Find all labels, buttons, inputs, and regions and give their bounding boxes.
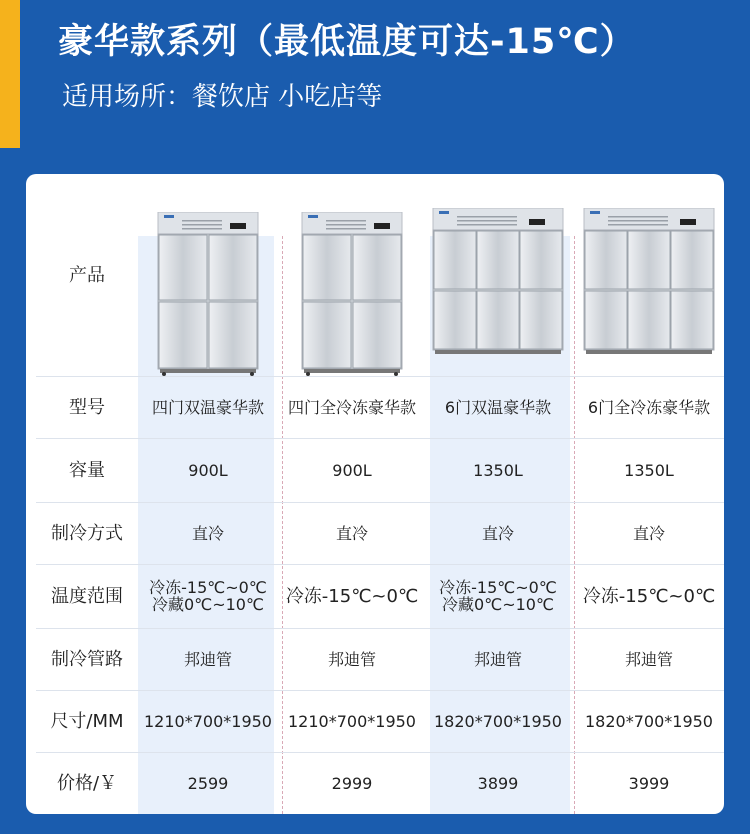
row-label-product: 产品 [69, 264, 105, 286]
six-door-fridge-icon [431, 208, 565, 356]
temp-chill: 冷藏0℃~10℃ [442, 595, 554, 614]
table-row-size [36, 690, 724, 753]
pipe-cell: 邦迪管 [624, 649, 673, 669]
table-row-model [36, 376, 724, 439]
pipe-cell: 邦迪管 [473, 649, 522, 669]
pipe-cell: 邦迪管 [327, 649, 376, 669]
model-cell: 6门全冷冻豪华款 [587, 397, 711, 417]
row-label-price: 价格/￥ [56, 772, 118, 794]
fridge-image-3 [428, 174, 568, 376]
temperature-cell [428, 564, 568, 628]
size-cell: 1820*700*1950 [434, 711, 562, 731]
capacity-cell: 1350L [473, 460, 523, 480]
price-cell: 2599 [187, 773, 229, 793]
four-door-fridge-icon [156, 212, 260, 376]
capacity-cell: 1350L [624, 460, 674, 480]
temperature-cell [140, 564, 276, 628]
fridge-image-1 [140, 174, 276, 376]
capacity-cell: 900L [332, 460, 372, 480]
table-row-product [36, 174, 724, 377]
temp-chill: 冷藏0℃~10℃ [152, 595, 264, 614]
fridge-image-4 [574, 174, 724, 376]
pipe-cell: 邦迪管 [183, 649, 232, 669]
size-cell: 1210*700*1950 [288, 711, 416, 731]
price-cell: 2999 [331, 773, 373, 793]
temperature-cell: 冷冻-15℃~0℃ [582, 585, 716, 607]
table-row-pipe [36, 628, 724, 691]
comparison-table [26, 174, 724, 814]
row-label-pipe: 制冷管路 [51, 648, 123, 670]
row-label-capacity: 容量 [69, 459, 105, 481]
temp-freeze: 冷冻-15℃~0℃ [149, 578, 267, 597]
cooling-cell: 直冷 [632, 523, 665, 543]
row-label-temperature: 温度范围 [51, 585, 123, 607]
cooling-cell: 直冷 [335, 523, 368, 543]
row-label-cooling: 制冷方式 [51, 522, 123, 544]
accent-bar [0, 0, 20, 148]
cooling-cell: 直冷 [481, 523, 514, 543]
four-door-fridge-icon [300, 212, 404, 376]
table-row-capacity [36, 438, 724, 503]
temp-freeze: 冷冻-15℃~0℃ [439, 578, 557, 597]
temperature-cell: 冷冻-15℃~0℃ [285, 585, 419, 607]
model-cell: 四门全冷冻豪华款 [287, 397, 416, 417]
table-row-temperature [36, 564, 724, 629]
model-cell: 四门双温豪华款 [151, 397, 264, 417]
price-cell: 3999 [628, 773, 670, 793]
model-cell: 6门双温豪华款 [444, 397, 552, 417]
fridge-image-2 [282, 174, 422, 376]
row-label-model: 型号 [69, 396, 105, 418]
row-label-size: 尺寸/MM [50, 710, 124, 732]
six-door-fridge-icon [582, 208, 716, 356]
price-cell: 3899 [477, 773, 519, 793]
table-row-cooling [36, 502, 724, 565]
page-title: 豪华款系列（最低温度可达-15℃） [58, 22, 636, 62]
capacity-cell: 900L [188, 460, 228, 480]
size-cell: 1210*700*1950 [144, 711, 272, 731]
cooling-cell: 直冷 [191, 523, 224, 543]
size-cell: 1820*700*1950 [585, 711, 713, 731]
table-row-price [36, 752, 724, 814]
page-subtitle: 适用场所：餐饮店 小吃店等 [62, 82, 383, 112]
